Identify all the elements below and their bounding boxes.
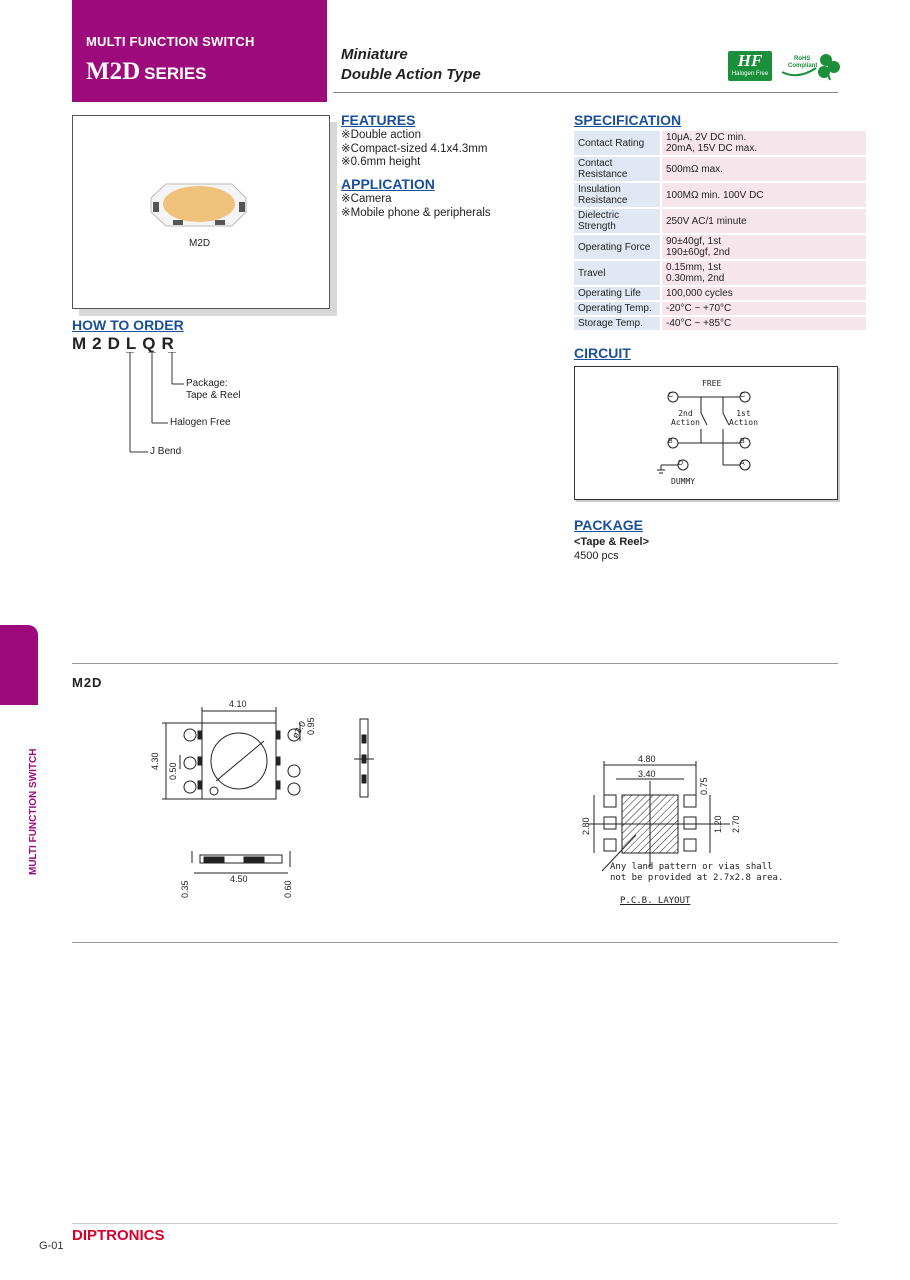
spec-key: Travel (574, 260, 661, 286)
brand-logo: DIPTRONICS (72, 1227, 165, 1244)
dim-4-10: 4.10 (229, 699, 247, 709)
dim-4-50: 4.50 (230, 874, 248, 884)
pcb-layout-drawing (580, 755, 750, 875)
pcb-layout-label: P.C.B. LAYOUT (620, 896, 691, 906)
rohs-line-1: RoHS (794, 56, 811, 62)
table-row (574, 208, 866, 234)
pcb-note-line-1: Any land pattern or vias shall (610, 862, 773, 872)
circuit-diagram (574, 366, 838, 500)
circuit-dummy-label: DUMMY (671, 477, 696, 486)
dim-dia-3-0: ø3.0 (290, 719, 308, 740)
series-word: SERIES (144, 64, 207, 83)
spec-key: Dielectric Strength (574, 208, 661, 234)
pin-a: A (740, 460, 745, 467)
pin-d: D (678, 460, 684, 467)
list-item: ※Camera (341, 193, 392, 205)
rohs-line-2: Compliant (788, 63, 818, 69)
series-title (86, 58, 207, 86)
spec-value: -40°C ~ +85°C (661, 316, 866, 331)
switch-image (73, 116, 329, 308)
list-item: ※0.6mm height (341, 156, 421, 168)
top-view-drawing (150, 695, 330, 815)
halogen-free-badge (728, 51, 772, 81)
order-label-jbend: J Bend (150, 446, 182, 457)
list-item: ※Double action (341, 129, 421, 141)
dim-0-95: 0.95 (306, 717, 316, 735)
spec-value: 0.15mm, 1st 0.30mm, 2nd (661, 260, 866, 286)
dim-2-80: 2.80 (581, 817, 591, 835)
drawing-top-rule (72, 663, 838, 664)
spec-key: Contact Rating (574, 131, 661, 156)
dim-0-60: 0.60 (283, 880, 293, 898)
dim-2-70: 2.70 (731, 815, 741, 833)
drawing-title: M2D (72, 675, 103, 690)
circuit-2nd-label: 2nd Action (671, 409, 700, 427)
product-photo (72, 115, 330, 309)
hf-text: Halogen Free (731, 71, 769, 77)
side-tab (0, 625, 38, 705)
package-label: Package: (186, 378, 228, 389)
spec-key: Operating Force (574, 234, 661, 260)
circuit-1st-label: 1st Action (729, 409, 758, 427)
pcb-note-line-2: not be provided at 2.7x2.8 area. (610, 873, 784, 883)
pin-b-left: B (668, 438, 673, 445)
circuit-free-label: FREE (702, 379, 722, 388)
drawing-bottom-rule (72, 942, 838, 943)
list-item: ※Compact-sized 4.1x4.3mm (341, 142, 488, 155)
spec-value: 90±40gf, 1st 190±60gf, 2nd (661, 234, 866, 260)
dim-0-75: 0.75 (699, 777, 709, 795)
table-row (574, 182, 866, 208)
product-subtitle (341, 45, 481, 85)
dim-4-80: 4.80 (638, 754, 656, 764)
spec-key: Insulation Resistance (574, 182, 661, 208)
how-to-order-title: HOW TO ORDER (72, 317, 184, 333)
table-row (574, 286, 866, 301)
specification-title: SPECIFICATION (574, 112, 682, 128)
dim-0-35: 0.35 (180, 880, 190, 898)
application-list (341, 193, 491, 220)
package-qty: 4500 pcs (574, 550, 619, 562)
package-label-2: Tape & Reel (186, 390, 241, 401)
pin-c-right: C (740, 392, 746, 399)
order-label-halogen: Halogen Free (170, 417, 231, 428)
footer-rule (72, 1223, 838, 1224)
subtitle-line-2: Double Action Type (341, 66, 481, 83)
application-title: APPLICATION (341, 176, 435, 192)
spec-value: -20°C ~ +70°C (661, 301, 866, 316)
spec-value: 250V AC/1 minute (661, 208, 866, 234)
rohs-badge (778, 50, 840, 82)
spec-key: Operating Life (574, 286, 661, 301)
spec-value: 100,000 cycles (661, 286, 866, 301)
subtitle-line-1: Miniature (341, 46, 408, 63)
spec-key: Operating Temp. (574, 301, 661, 316)
dim-1-20: 1.20 (713, 815, 723, 833)
hf-symbol: HF (737, 51, 763, 70)
side-view-drawing (352, 715, 376, 800)
table-row (574, 131, 866, 156)
spec-value: 500mΩ max. (661, 156, 866, 182)
dim-3-40: 3.40 (638, 769, 656, 779)
order-code: M2DLQR (72, 334, 180, 353)
dim-4-30: 4.30 (150, 752, 160, 770)
table-row (574, 316, 866, 331)
photo-caption: M2D (189, 238, 211, 249)
pin-b-right: B (740, 438, 745, 445)
table-row (574, 260, 866, 286)
package-title: PACKAGE (574, 517, 643, 533)
spec-key: Contact Resistance (574, 156, 661, 182)
model-name: M2D (86, 58, 141, 85)
circuit-title: CIRCUIT (574, 345, 631, 361)
features-list (341, 129, 487, 170)
order-label-package (186, 378, 240, 402)
spec-value: 100MΩ min. 100V DC (661, 182, 866, 208)
category-title: MULTI FUNCTION SWITCH (86, 34, 255, 49)
table-row (574, 301, 866, 316)
table-row (574, 234, 866, 260)
specification-table (574, 131, 866, 332)
list-item: ※Mobile phone & peripherals (341, 206, 491, 219)
spec-key: Storage Temp. (574, 316, 661, 331)
side-label: MULTI FUNCTION SWITCH (28, 748, 39, 875)
table-row (574, 156, 866, 182)
page-number: G-01 (39, 1240, 64, 1252)
package-type: <Tape & Reel> (574, 536, 649, 548)
pin-c-left: C (668, 392, 674, 399)
features-title: FEATURES (341, 112, 416, 128)
spec-value: 10μA, 2V DC min. 20mA, 15V DC max. (661, 131, 866, 156)
header-banner (72, 0, 327, 102)
pcb-note (610, 862, 783, 884)
header-rule (333, 92, 838, 93)
dim-0-50: 0.50 (168, 762, 178, 780)
